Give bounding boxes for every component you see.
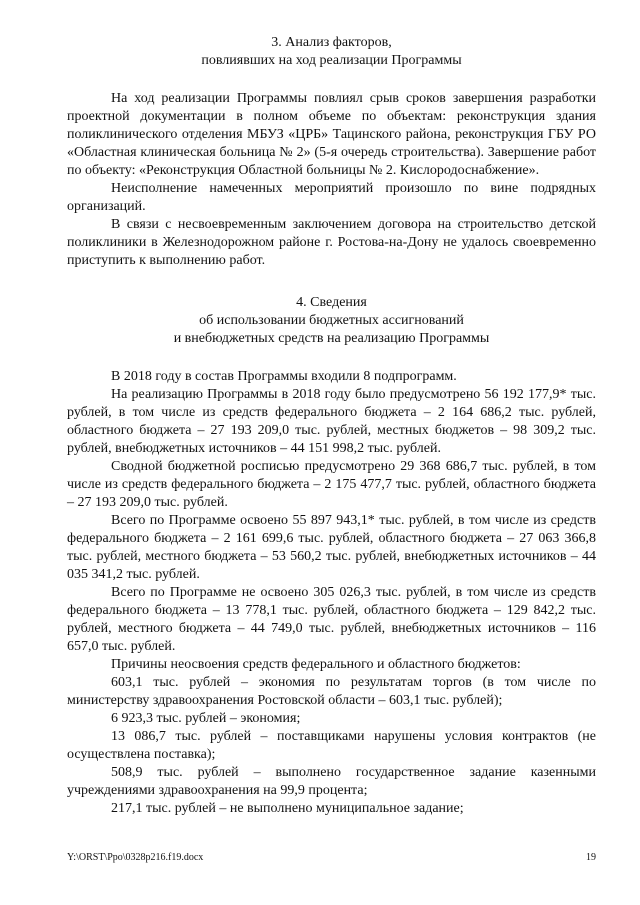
- footer-file-path: Y:\ORST\Ppo\0328p216.f19.docx: [67, 852, 204, 863]
- section-4-heading-line-1: 4. Сведения: [296, 295, 367, 310]
- list-item-tender-savings: 603,1 тыс. рублей – экономия по результатам торгов (в том числе по министерству здравоохранения Ростовской области – 603,1 тыс. рублей);: [67, 675, 596, 708]
- section-4-heading: [67, 294, 596, 348]
- section-4-heading-line-3: и внебюджетных средств на реализацию Программы: [173, 331, 490, 346]
- list-item-state-assignment: 508,9 тыс. рублей – выполнено государственное задание казенными учреждениями здравоохранения на 99,9 процента;: [67, 765, 596, 798]
- paragraph-delay-reasons: На ход реализации Программы повлиял срыв сроков завершения разработки проектной документации в полном объеме по объектам: реконструкция здания поликлинического отделения МБУЗ «ЦРБ» Тацинского района, реконструкция ГБУ РО «Областная клиническая больница № 2» (5-я очередь строительства). Завершение работ по объекту: «Реконструкция Областной больницы № 2. Кислородоснабжение».: [67, 91, 596, 178]
- paragraph-budget-schedule: Сводной бюджетной росписью предусмотрено 29 368 686,7 тыс. рублей, в том числе из средств федерального бюджета – 2 175 477,7 тыс. рублей, областного бюджета – 27 193 209,0 тыс. рублей.: [67, 459, 596, 510]
- paragraph-funds-spent: Всего по Программе освоено 55 897 943,1* тыс. рублей, в том числе из средств федерального бюджета – 2 161 699,6 тыс. рублей, областного бюджета – 27 063 366,8 тыс. рублей, местного бюджета – 53 560,2 тыс. рублей, внебюджетных источников – 44 035 341,2 тыс. рублей.: [67, 513, 596, 582]
- section-3-heading-line-1: 3. Анализ факторов,: [271, 35, 392, 50]
- document-body: [67, 34, 596, 818]
- section-4-heading-line-2: об использовании бюджетных ассигнований: [199, 313, 464, 328]
- section-3-heading-line-2: повлиявших на ход реализации Программы: [201, 53, 462, 68]
- paragraph-unspent-reasons: Причины неосвоения средств федерального и областного бюджетов:: [111, 657, 521, 672]
- paragraph-subprograms-count: В 2018 году в состав Программы входили 8 подпрограмм.: [111, 369, 457, 384]
- list-item-municipal-assignment: 217,1 тыс. рублей – не выполнено муниципальное задание;: [111, 801, 464, 816]
- footer-page-number: 19: [586, 852, 596, 863]
- paragraph-contractor-fault: Неисполнение намеченных мероприятий произошло по вине подрядных организаций.: [67, 181, 596, 214]
- section-4-body: [67, 368, 596, 818]
- paragraph-planned-funding: На реализацию Программы в 2018 году было предусмотрено 56 192 177,9* тыс. рублей, в том числе из средств федерального бюджета – 2 164 686,2 тыс. рублей, областного бюджета – 27 193 209,0 тыс. рублей, местных бюджетов – 98 309,2 тыс. рублей, внебюджетных источников – 44 151 998,2 тыс. рублей.: [67, 387, 596, 456]
- list-item-contract-violations: 13 086,7 тыс. рублей – поставщиками нарушены условия контрактов (не осуществлена поставка);: [67, 729, 596, 762]
- paragraph-polyclinic-contract: В связи с несвоевременным заключением договора на строительство детской поликлиники в Железнодорожном районе г. Ростова-на-Дону не удалось своевременно приступить к выполнению работ.: [67, 217, 596, 268]
- list-item-savings: 6 923,3 тыс. рублей – экономия;: [111, 711, 301, 726]
- paragraph-funds-unspent: Всего по Программе не освоено 305 026,3 тыс. рублей, в том числе из средств федерального бюджета – 13 778,1 тыс. рублей, областного бюджета – 129 842,2 тыс. рублей, местного бюджета – 44 749,0 тыс. рублей, внебюджетных источников – 116 657,0 тыс. рублей.: [67, 585, 596, 654]
- section-3-heading: [67, 34, 596, 70]
- section-3-body: [67, 90, 596, 270]
